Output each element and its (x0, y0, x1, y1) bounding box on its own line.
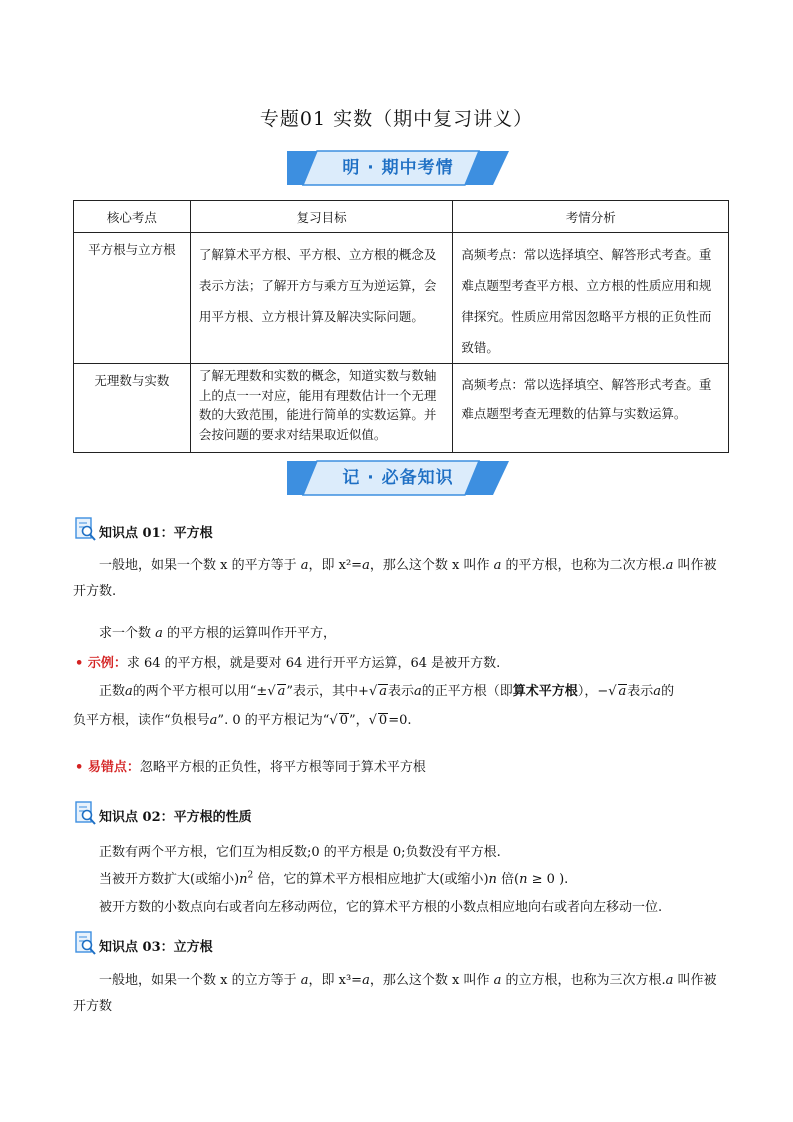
example-line (75, 652, 500, 671)
math-var: a (493, 973, 502, 988)
paragraph (73, 709, 412, 728)
text: 的两个平方根可以用“± (132, 684, 268, 699)
math-var: 0 (339, 713, 348, 728)
text: 当被开方数扩大(或缩小) (99, 872, 240, 887)
text: 一般地，如果一个数 x 的平方等于 (99, 558, 301, 573)
table-cell-topic: 无理数与实数 (74, 364, 191, 453)
text: 的平方根的运算叫作开平方， (162, 626, 337, 641)
text: 的正平方根（即 (421, 684, 513, 699)
paragraph: 正数有两个平方根，它们互为相反数;0 的平方根是 0;负数没有平方根. (99, 845, 501, 860)
error-point-line (75, 756, 426, 775)
table-header: 考情分析 (453, 201, 729, 233)
math-var: n (488, 872, 497, 887)
table-cell-analysis: 高频考点：常以选择填空、解答形式考查。重难点题型考查无理数的估算与实数运算。 (453, 364, 729, 453)
text: 表示 (627, 684, 654, 699)
math-var: n (239, 872, 248, 887)
text: 正数 (99, 684, 126, 699)
math-var: a (653, 684, 662, 699)
text: ），− (577, 684, 609, 699)
math-var: a (155, 626, 163, 641)
text: ”表示，其中+ (286, 684, 369, 699)
math-var: a (665, 973, 674, 988)
bold-term: 算术平方根 (512, 684, 578, 699)
math-var: a (300, 558, 309, 573)
math-exponent: 2 (247, 870, 254, 881)
text: 负平方根，读作“负根号 (73, 713, 210, 728)
magnifier-note-icon (75, 930, 97, 956)
paragraph (73, 553, 725, 605)
table-row (74, 364, 729, 453)
banner-text: 记 · 必备知识 (342, 468, 454, 488)
table-header: 复习目标 (190, 201, 453, 233)
paragraph (99, 622, 336, 641)
text: ，那么这个数 x 叫作 (369, 558, 494, 573)
table-header: 核心考点 (74, 201, 191, 233)
text: 表示 (388, 684, 415, 699)
paragraph: 被开方数的小数点向右或者向左移动两位，它的算术平方根的小数点相应地向右或者向左移动一位. (99, 900, 663, 915)
text: ”. 0 的平方根记为“ (217, 713, 330, 728)
table-row (74, 233, 729, 364)
math-var: a (665, 558, 674, 573)
radical-sign: √ (267, 684, 276, 699)
error-label: • 易错点： (75, 760, 140, 775)
table-cell-analysis: 高频考点：常以选择填空、解答形式考查。重难点题型考查平方根、立方根的性质应用和规律探究。性质应用常因忽略平方根的正负性而致错。 (453, 233, 729, 364)
table-header-row (74, 201, 729, 233)
text: ≥ 0 ). (527, 872, 569, 887)
paragraph (99, 868, 568, 887)
text: =0. (388, 713, 412, 728)
banner-text: 明 · 期中考情 (342, 158, 454, 178)
page-title: 专题01 实数（期中复习讲义） (259, 108, 534, 130)
example-label: • 示例： (75, 656, 127, 671)
text: ，那么这个数 x 叫作 (369, 973, 494, 988)
radical-sign: √ (368, 684, 378, 699)
error-text: 忽略平方根的正负性，将平方根等同于算术平方根 (139, 760, 426, 775)
text: 倍( (496, 872, 520, 887)
magnifier-note-icon (75, 800, 97, 826)
text: ，即 x³= (308, 973, 363, 988)
table-cell-goal: 了解无理数和实数的概念，知道实数与数轴上的点一一对应，能用有理数估计一个无理数的大致范围，能进行简单的实数运算。并会按问题的要求对结果取近似值。 (190, 364, 453, 453)
table-cell-goal: 了解算术平方根、平方根、立方根的概念及表示方法；了解开方与乘方互为逆运算，会用平方根、立方根计算及解决实际问题。 (190, 233, 453, 364)
math-var: a (362, 558, 370, 573)
math-var: a (277, 684, 286, 699)
text: 的 (661, 684, 675, 699)
math-var: a (618, 684, 627, 699)
section-banner-exam (287, 148, 509, 188)
knowledge-point-title: 知识点 01：平方根 (99, 526, 213, 541)
radical-sign: √ (608, 684, 617, 699)
knowledge-point-title: 知识点 03：立方根 (99, 940, 213, 955)
knowledge-point-title: 知识点 02：平方根的性质 (99, 810, 252, 825)
section-banner-knowledge (287, 458, 509, 498)
math-var: a (414, 684, 422, 699)
paragraph (99, 680, 674, 699)
math-var: 0 (378, 713, 388, 728)
text: ”， (348, 713, 369, 728)
math-var: n (519, 872, 528, 887)
text: 倍，它的算术平方根相应地扩大(或缩小) (253, 872, 489, 887)
exam-overview-table (73, 200, 729, 453)
math-var: a (300, 973, 309, 988)
text: 一般地，如果一个数 x 的立方等于 (99, 973, 301, 988)
math-var: a (209, 713, 218, 728)
text: 叫作被开方数. (73, 558, 717, 599)
paragraph (73, 968, 725, 1020)
table-cell-topic: 平方根与立方根 (74, 233, 191, 364)
text: 的平方根，也称为二次方根. (501, 558, 666, 573)
radical-sign: √ (329, 713, 338, 728)
text: 的立方根，也称为三次方根. (501, 973, 666, 988)
example-text: 求 64 的平方根，就是要对 64 进行开平方运算，64 是被开方数. (126, 656, 501, 671)
text: 求一个数 (99, 626, 156, 641)
math-var: a (379, 684, 387, 699)
text: ，即 x²= (308, 558, 363, 573)
text: 叫作被开方数 (73, 973, 717, 1014)
math-var: a (125, 684, 133, 699)
math-var: a (362, 973, 370, 988)
math-var: a (493, 558, 502, 573)
radical-sign: √ (368, 713, 377, 728)
magnifier-note-icon (75, 516, 97, 542)
